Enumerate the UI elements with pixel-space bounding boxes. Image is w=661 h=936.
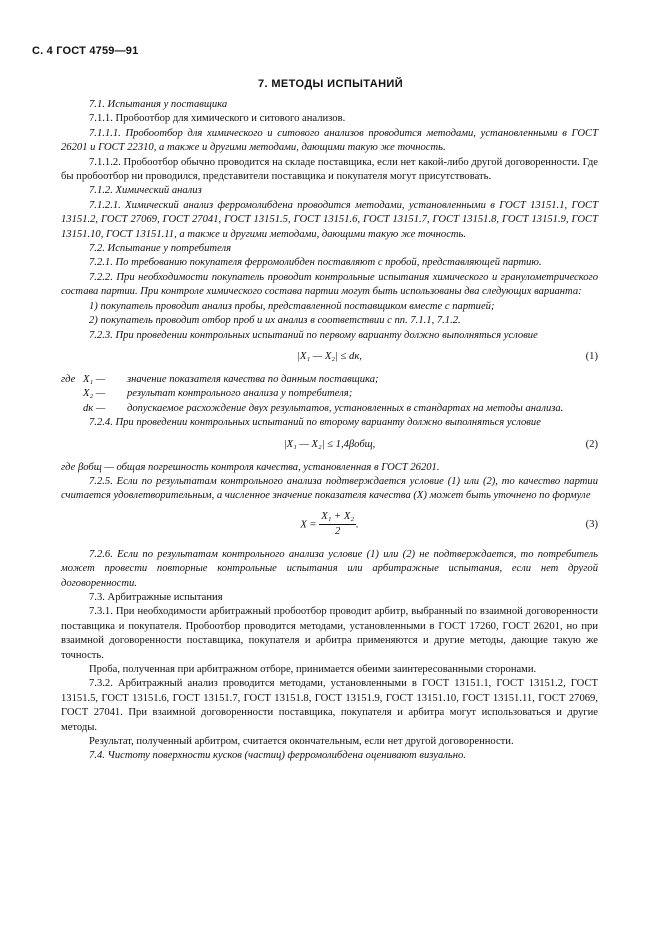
paragraph: 7.2. Испытание у потребителя: [89, 243, 232, 255]
equation-fraction: [319, 510, 356, 540]
page-header: С. 4 ГОСТ 4759—91: [32, 45, 139, 57]
paragraph: 7.1.1. Пробоотбор для химического и ситового анализов.: [89, 113, 346, 125]
equation-legend: где βобщ — общая погрешность контроля качества, установленная в ГОСТ 26201.: [61, 461, 440, 473]
fraction-numerator: X₁ + X₂: [319, 510, 356, 525]
legend-row: [61, 387, 598, 401]
equation-expression: |X₁ — X₂| ≤ dк,: [297, 350, 362, 362]
legend-symbol: X₁ —: [83, 373, 106, 385]
legend-text: допускаемое расхождение двух результатов, установленных в стандартах на методы анализа.: [127, 402, 564, 414]
paragraph: 7.2.5. Если по результатам контрольного анализа подтверждается условие (1) или (2), то качество партии считается удовлетворительным, а численное значение показателя качества (X) может быть уточнено по формуле: [61, 475, 598, 502]
list-item: 1) покупатель проводит анализ пробы, представленной поставщиком вместе с партией;: [89, 300, 495, 312]
legend-text: значение показателя качества по данным поставщика;: [127, 373, 379, 385]
legend-label: где: [61, 373, 76, 385]
paragraph: 7.1.1.1. Пробоотбор для химического и ситового анализов проводится методами, установленными в ГОСТ 26201 и ГОСТ 22310, а также и другими методами, дающими такую же точность.: [61, 127, 598, 154]
paragraph: 7.1. Испытания у поставщика: [89, 99, 228, 110]
equation-number: (1): [585, 350, 598, 362]
paragraph: Проба, полученная при арбитражном отборе, принимается обеими заинтересованными сторонами.: [89, 664, 537, 675]
equation-expression: |X₁ — X₂| ≤ 1,4βобщ,: [283, 438, 376, 450]
legend-symbol: dк —: [83, 402, 106, 414]
equation-number: (3): [585, 518, 598, 530]
paragraph: 7.3. Арбитражные испытания: [89, 591, 223, 603]
legend-text: результат контрольного анализа у потребителя;: [127, 388, 353, 400]
fraction-denominator: 2: [334, 526, 341, 538]
paragraph: 7.2.1. По требованию покупателя ферромолибден поставляют с пробой, представляющей партию.: [89, 257, 542, 269]
paragraph: Результат, полученный арбитром, считается окончательным, если нет другой договоренности.: [89, 736, 514, 748]
equation-expression: [61, 510, 598, 540]
paragraph: 7.4. Чистоту поверхности кусков (частиц) ферромолибдена оценивают визуально.: [89, 750, 466, 762]
equation-2: [61, 435, 598, 457]
equation-1: [61, 347, 598, 369]
equation-tail: .: [356, 519, 359, 531]
legend-row: [61, 373, 598, 387]
paragraph: 7.2.6. Если по результатам контрольного анализа условие (1) или (2) не подтверждается, то потребитель может провести повторные контрольные испытания или арбитражные испытания, если нет другой договоренности.: [61, 548, 598, 589]
legend-symbol: X₂ —: [83, 388, 106, 400]
paragraph: 7.1.2. Химический анализ: [89, 185, 202, 197]
paragraph: 7.3.1. При необходимости арбитражный пробоотбор проводит арбитр, выбранный по взаимной договоренности поставщика и покупателя. Пробоотбор проводится методами, установленными в ГОСТ 17260, ГОСТ 26201, но при взаимной договоренности поставщика, покупателя и арбитра применяются и другие методы, дающие такую же точность.: [61, 606, 598, 661]
document-body: [61, 98, 598, 764]
equation-number: (2): [585, 438, 598, 450]
legend-label: [61, 402, 83, 416]
paragraph: 7.2.2. При необходимости покупатель проводит контрольные испытания химического и гранулометрического состава партии. При контроле химического состава партии могут быть использованы два следующих варианта:: [61, 271, 598, 298]
paragraph: 7.2.3. При проведении контрольных испытаний по первому варианту должно выполняться условие: [89, 329, 538, 341]
equation-legend: [61, 373, 598, 416]
equation-lhs: X =: [300, 519, 317, 531]
paragraph: 7.1.2.1. Химический анализ ферромолибдена проводится методами, установленными в ГОСТ 13151.1, ГОСТ 13151.2, ГОСТ 27069, ГОСТ 27041, ГОСТ 13151.5, ГОСТ 13151.6, ГОСТ 13151.7, ГОСТ 13151.8, ГОСТ 13151.9, ГОСТ 13151.10, ГОСТ 13151.11, а также и другими методами, дающими такую же точность.: [61, 199, 598, 240]
list-item: 2) покупатель проводит отбор проб и их анализ в соответствии с пп. 7.1.1, 7.1.2.: [89, 315, 461, 327]
legend-label: [61, 387, 83, 401]
paragraph: 7.2.4. При проведении контрольных испытаний по второму варианту должно выполняться условие: [89, 417, 541, 429]
paragraph: 7.3.2. Арбитражный анализ проводится методами, установленными в ГОСТ 13151.1, ГОСТ 13151.2, ГОСТ 13151.5, ГОСТ 13151.6, ГОСТ 13151.7, ГОСТ 13151.8, ГОСТ 13151.9, ГОСТ 13151.10, ГОСТ 13151.11, ГОСТ 27069, ГОСТ 27041. При взаимной договоренности поставщика, покупателя и арбитра могут использоваться и другие методы.: [61, 678, 598, 733]
equation-3: [61, 508, 598, 544]
paragraph: 7.1.1.2. Пробоотбор обычно проводится на складе поставщика, если нет какой-либо другой договоренности. Где бы пробоотбор ни проводился, представители поставщика и покупателя могут присутствовать.: [61, 156, 598, 183]
legend-row: [61, 402, 598, 416]
section-title: 7. МЕТОДЫ ИСПЫТАНИЙ: [257, 78, 404, 90]
